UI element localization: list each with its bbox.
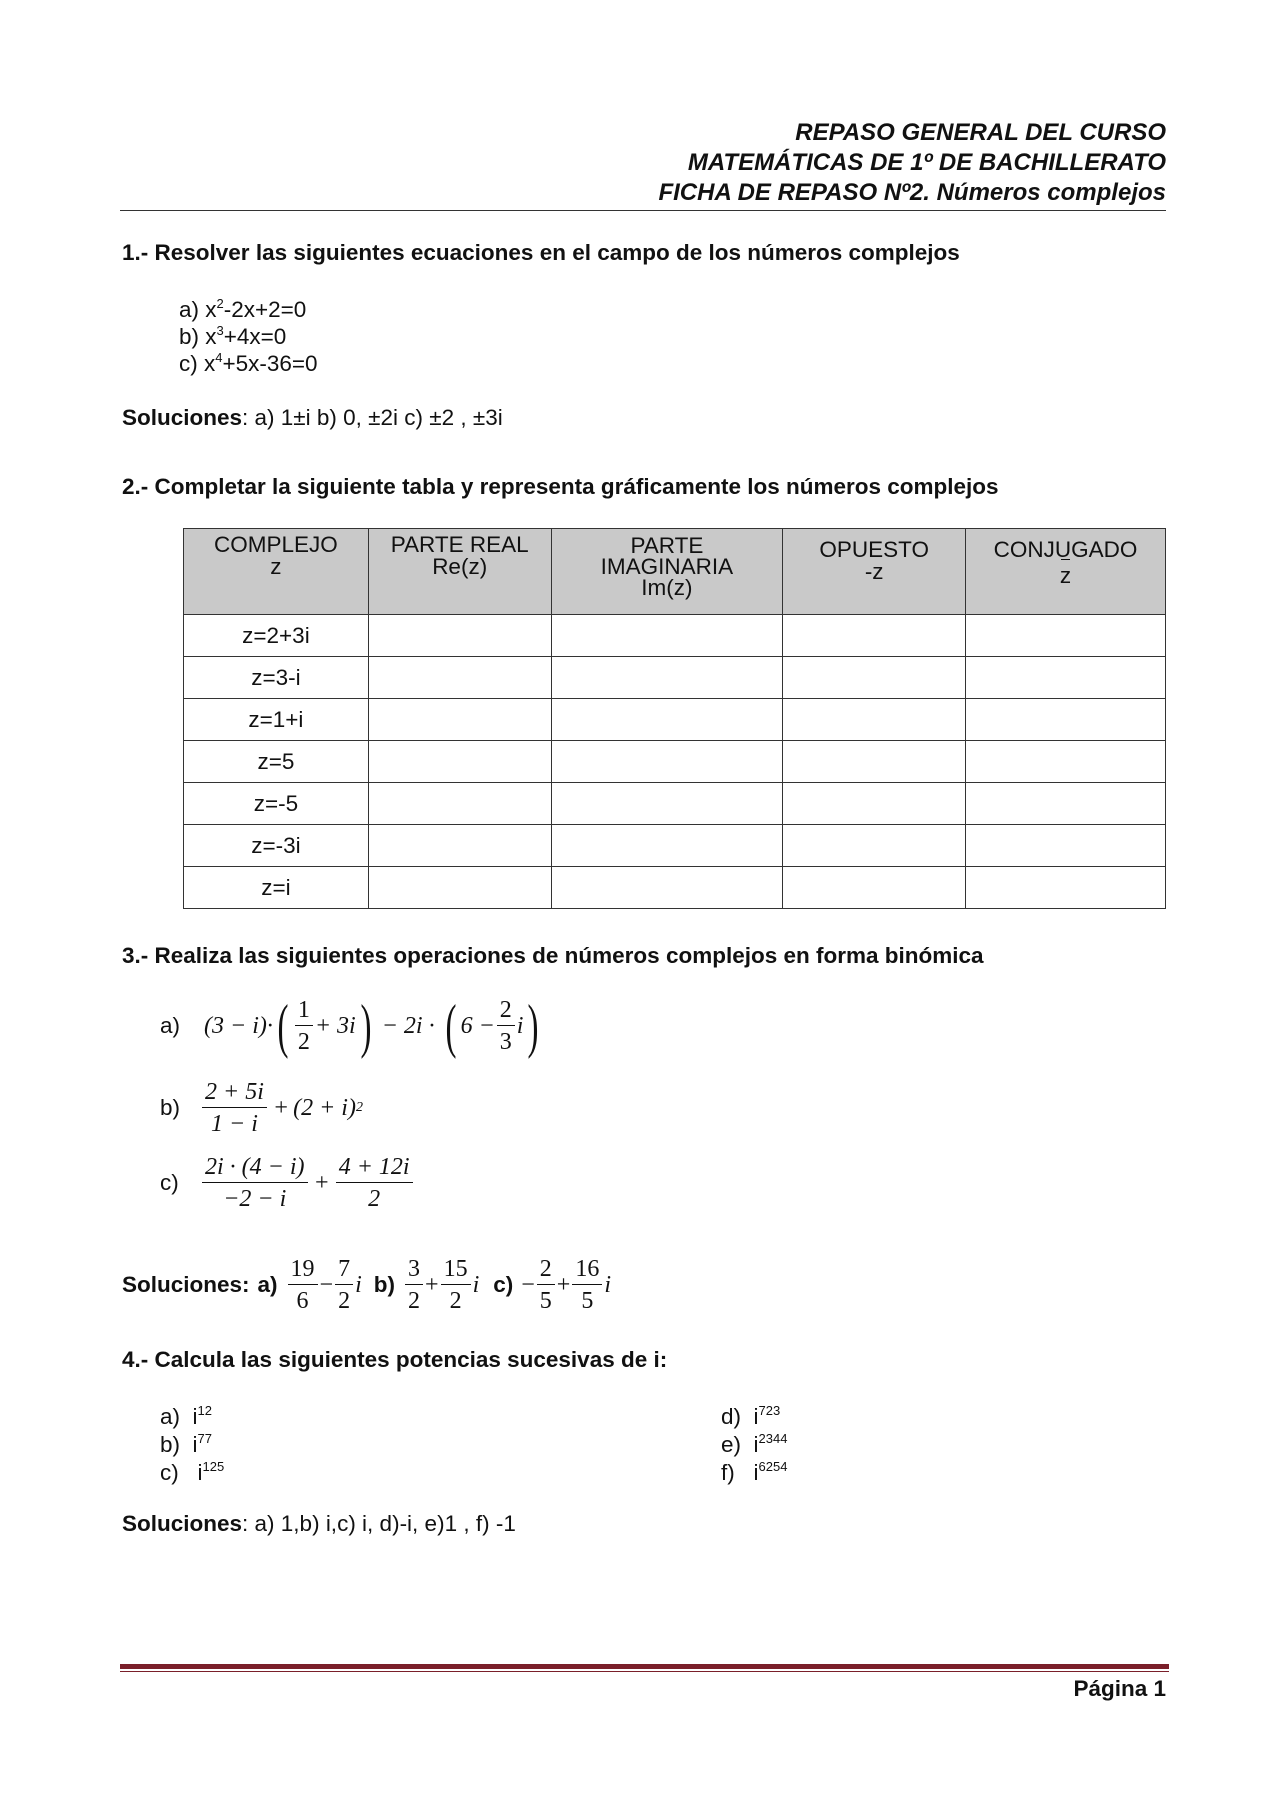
table-cell-complex: z=3-i bbox=[184, 657, 369, 699]
table-cell-empty bbox=[783, 699, 966, 741]
question-2-title: 2.- Completar la siguiente tabla y representa gráficamente los números complejos bbox=[122, 474, 999, 499]
operation-b: b) $\frac{2 + 5i}{1 - i}$ + ( 2 + i ) 2 bbox=[160, 1079, 363, 1137]
table-cell-empty bbox=[966, 615, 1166, 657]
table-cell-empty bbox=[783, 657, 966, 699]
table-header-row bbox=[184, 529, 1166, 615]
q4-solutions: Soluciones: a) 1,b) i,c) i, d)-i, e)1 , f) -1 bbox=[122, 1511, 516, 1536]
power-c: c) $i^{125}$ bbox=[160, 1459, 225, 1485]
table-cell-empty bbox=[783, 741, 966, 783]
col-header-conjugado: CONJUGADO z bbox=[966, 529, 1166, 615]
table-cell-complex: z=-3i bbox=[184, 825, 369, 867]
table-row bbox=[184, 867, 1166, 909]
table-row bbox=[184, 615, 1166, 657]
table-row bbox=[184, 825, 1166, 867]
table-cell-complex: z=2+3i bbox=[184, 615, 369, 657]
table-cell-empty bbox=[368, 657, 551, 699]
table-cell-empty bbox=[368, 615, 551, 657]
table-cell-empty bbox=[966, 783, 1166, 825]
table-cell-empty bbox=[966, 825, 1166, 867]
question-1-title: 1.- Resolver las siguientes ecuaciones en el campo de los números complejos bbox=[122, 240, 960, 265]
equation-c: c) $x^4+5x-36=0$ bbox=[179, 350, 318, 376]
table-cell-empty bbox=[966, 741, 1166, 783]
question-3-title: 3.- Realiza las siguientes operaciones de números complejos en forma binómica bbox=[122, 943, 984, 968]
table-cell-empty bbox=[966, 699, 1166, 741]
operation-a: a) ( 3 − i )· ( $\frac{1}{2}$ + 3i ) − 2i · ( 6 − $\frac{2}{3}$ i ) bbox=[160, 993, 539, 1059]
q3-solutions: Soluciones: a) $\frac{19}{6}$ − $\frac{7}{2}$ i b) $\frac{3}{2}$ + $\frac{15}{2}$ i c) − $\frac{2}{5}$ + $\frac{16}{5}$ i bbox=[122, 1256, 612, 1314]
table-row bbox=[184, 699, 1166, 741]
col-header-opuesto: OPUESTO -z bbox=[783, 529, 966, 615]
equation-b: b) $x^3+4x=0$ bbox=[179, 323, 287, 349]
header-rule bbox=[120, 210, 1166, 211]
conjugate-z: z bbox=[1059, 563, 1072, 588]
power-f: f) $i^{6254}$ bbox=[721, 1459, 788, 1485]
power-e: e) $i^{2344}$ bbox=[721, 1431, 788, 1457]
header-title-1: REPASO GENERAL DEL CURSO bbox=[795, 119, 1166, 146]
table-cell-empty bbox=[783, 825, 966, 867]
table-cell-complex: z=-5 bbox=[184, 783, 369, 825]
table-cell-empty bbox=[368, 741, 551, 783]
table-cell-empty bbox=[551, 615, 783, 657]
operation-c: c) $\frac{2i \cdot (4 - i)}{-2 - i}$ + $\frac{4 + 12i}{2}$ bbox=[160, 1154, 415, 1212]
power-a: a) $i^{12}$ bbox=[160, 1403, 212, 1429]
table-cell-empty bbox=[368, 783, 551, 825]
table-cell-empty bbox=[783, 783, 966, 825]
table-cell-complex: z=1+i bbox=[184, 699, 369, 741]
table-cell-empty bbox=[966, 867, 1166, 909]
table-cell-empty bbox=[551, 825, 783, 867]
col-header-parte-imaginaria: PARTE IMAGINARIA Im(z) bbox=[551, 529, 783, 615]
table-cell-empty bbox=[368, 825, 551, 867]
question-4-title: 4.- Calcula las siguientes potencias sucesivas de i: bbox=[122, 1347, 668, 1372]
table-cell-empty bbox=[966, 657, 1166, 699]
table-cell-empty bbox=[783, 615, 966, 657]
header-title-2: MATEMÁTICAS DE 1º DE BACHILLERATO bbox=[687, 149, 1166, 176]
table-cell-complex: z=5 bbox=[184, 741, 369, 783]
table-row bbox=[184, 741, 1166, 783]
table-cell-empty bbox=[551, 867, 783, 909]
power-d: d) $i^{723}$ bbox=[721, 1403, 781, 1429]
page-number: Página 1 bbox=[1073, 1676, 1166, 1701]
col-header-parte-real: PARTE REAL Re(z) bbox=[368, 529, 551, 615]
header-title-3: FICHA DE REPASO Nº2. Números complejos bbox=[658, 179, 1166, 206]
footer-rule-thin bbox=[120, 1671, 1169, 1672]
table-row bbox=[184, 657, 1166, 699]
table-cell-empty bbox=[551, 741, 783, 783]
table-cell-empty bbox=[551, 699, 783, 741]
table-cell-empty bbox=[551, 657, 783, 699]
table-cell-empty bbox=[368, 699, 551, 741]
power-b: b) $i^{77}$ bbox=[160, 1431, 212, 1457]
q1-solutions: Soluciones: a) 1±i b) 0, ±2i c) ±2 , ±3i bbox=[122, 405, 503, 430]
table-cell-empty bbox=[551, 783, 783, 825]
table-cell-empty bbox=[783, 867, 966, 909]
table-row bbox=[184, 783, 1166, 825]
table-cell-empty bbox=[368, 867, 551, 909]
table-cell-complex: z=i bbox=[184, 867, 369, 909]
footer-rule-thick bbox=[120, 1664, 1169, 1669]
equation-a: a) $x^2-2x+2=0$ bbox=[179, 296, 307, 322]
complex-table bbox=[183, 528, 1166, 909]
col-header-complejo: COMPLEJO z bbox=[184, 529, 369, 615]
